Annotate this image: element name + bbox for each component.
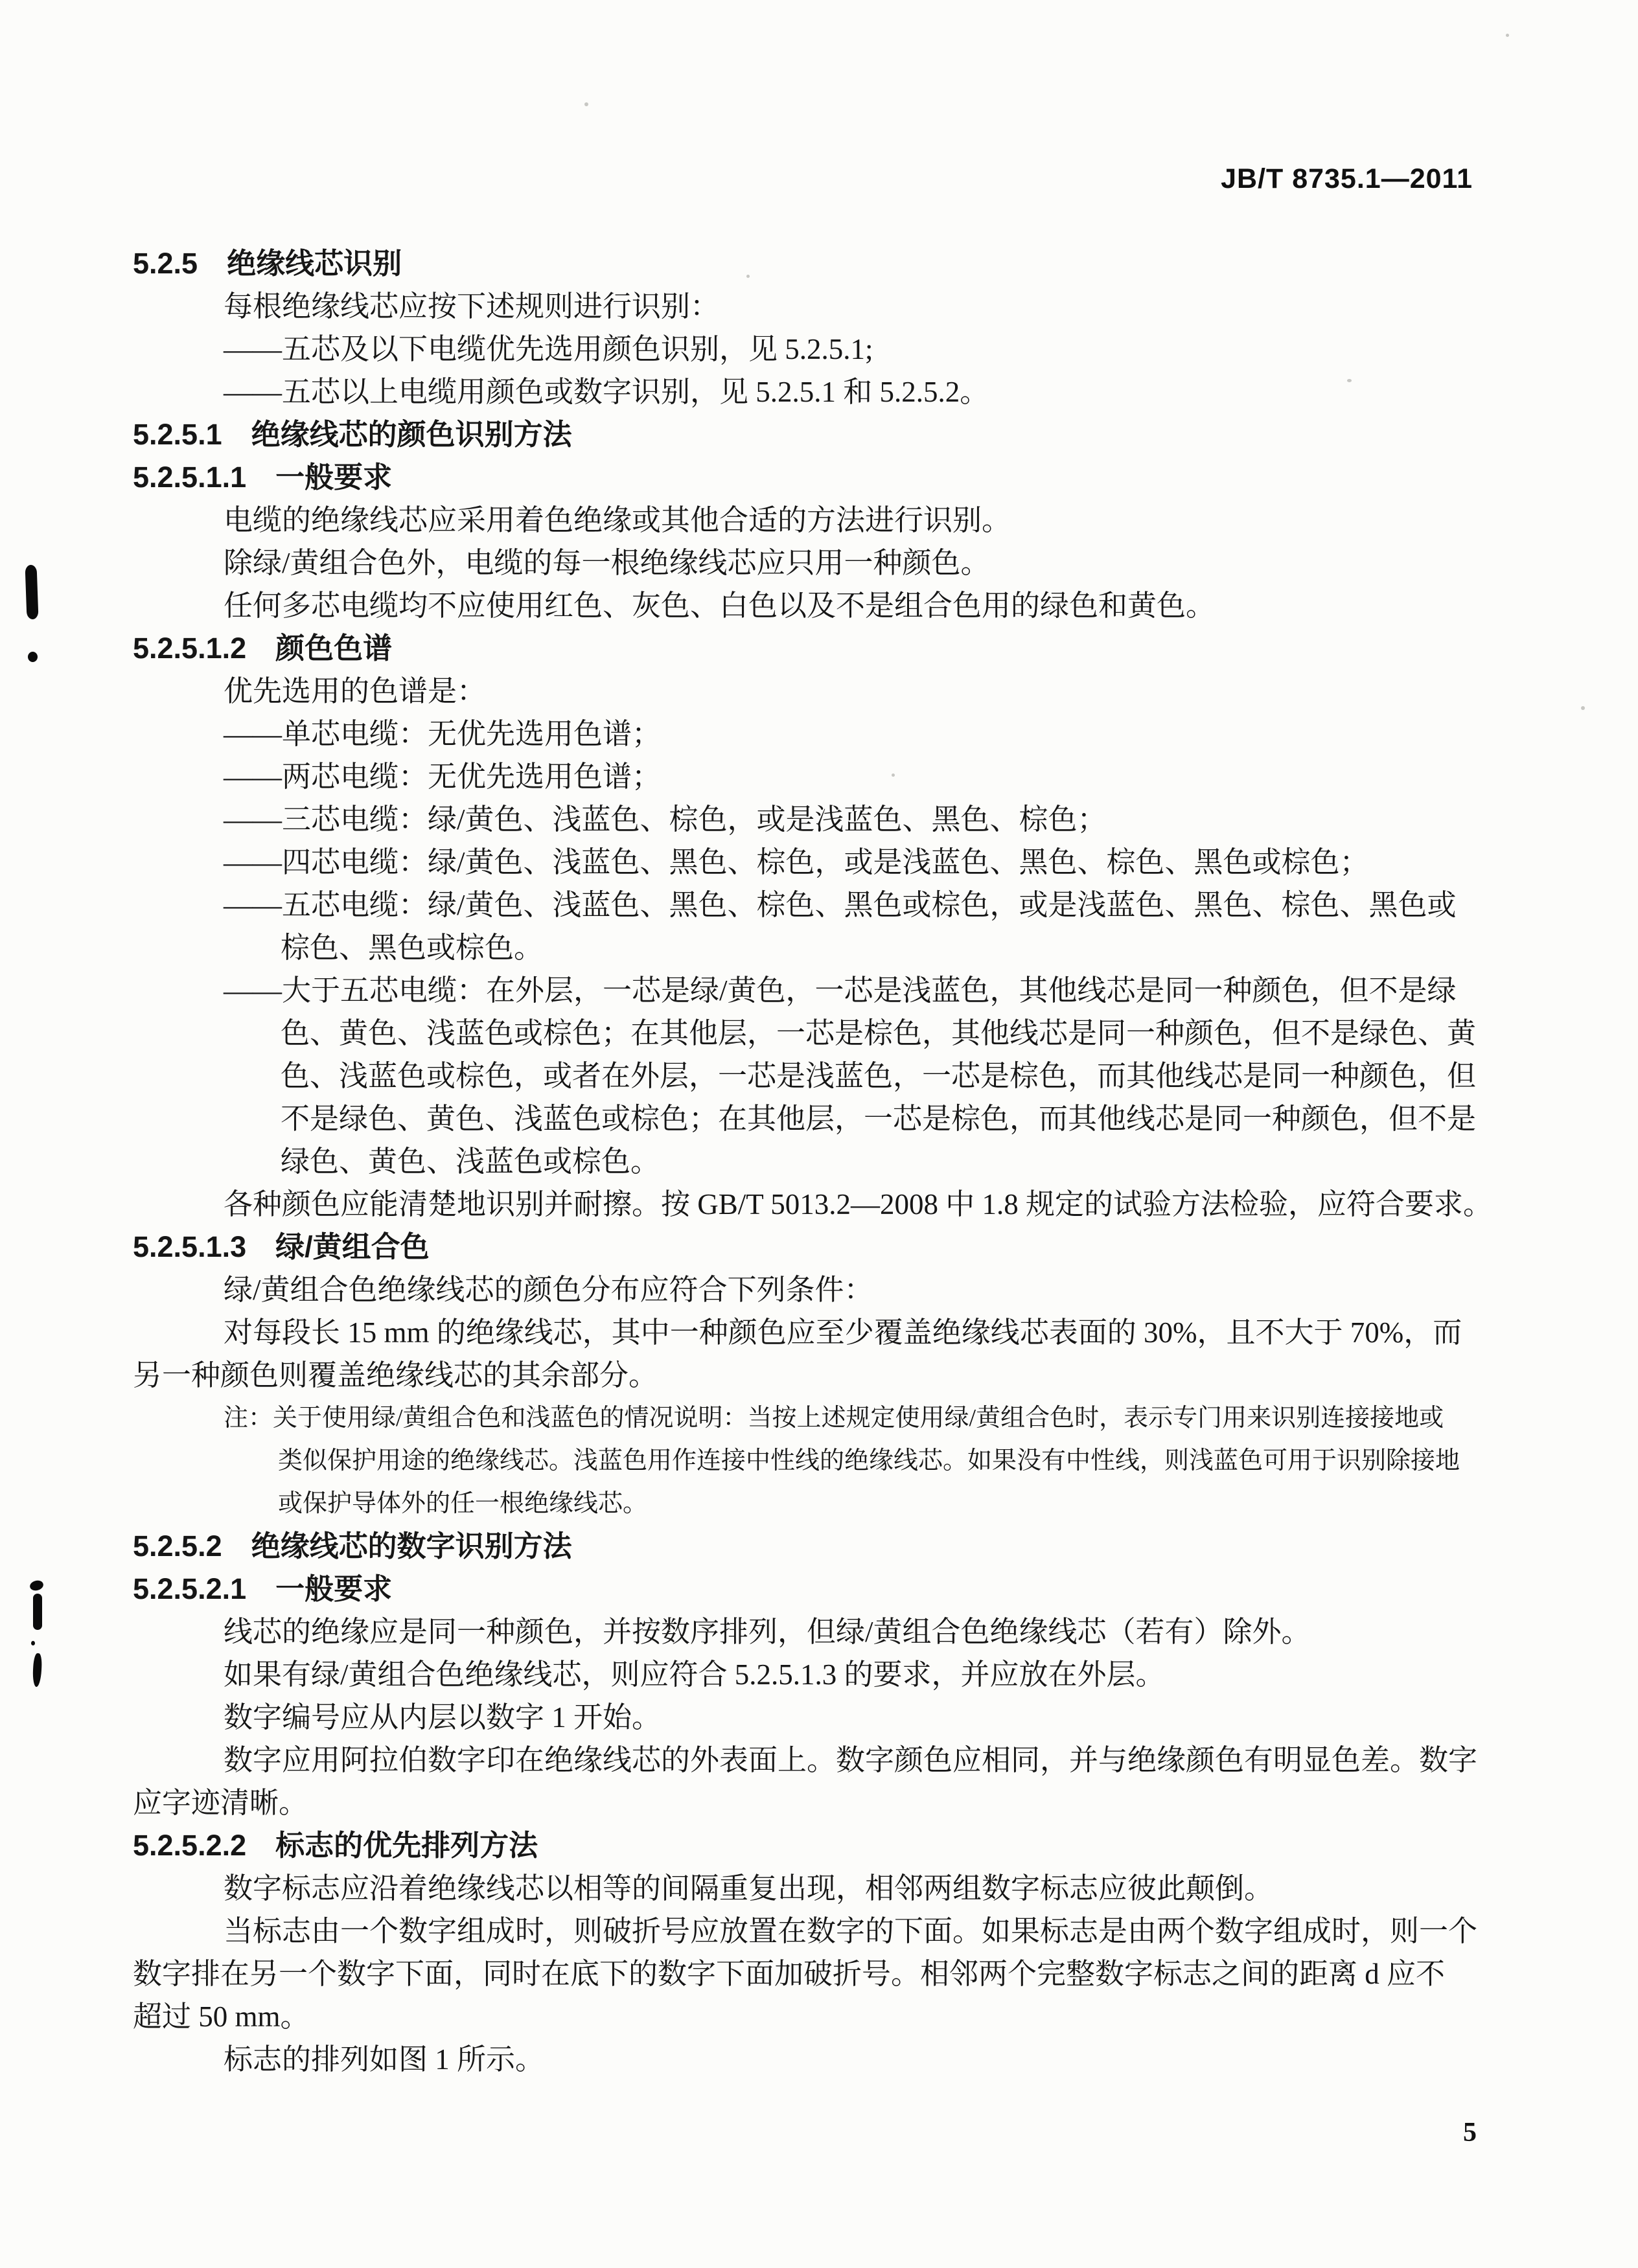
text-line: 绿色、黄色、浅蓝色或棕色。 [281,1145,660,1178]
text-line: 标志的排列如图 1 所示。 [224,2043,545,2076]
text-line: ——三芯电缆：绿/黄色、浅蓝色、棕色，或是浅蓝色、黑色、棕色； [224,803,1107,836]
text-line: 数字编号应从内层以数字 1 开始。 [224,1701,662,1734]
text-line: 棕色、黑色或棕色。 [281,932,544,964]
ink-mark [29,1579,44,1592]
section-heading: 5.2.5.2.2 标志的优先排列方法 [133,1829,538,1862]
text-line: 对每段长 15 mm 的绝缘线芯，其中一种颜色应至少覆盖绝缘线芯表面的 30%，且不大于 70%，而 [224,1316,1462,1349]
scan-speck [746,275,750,278]
section-heading: 5.2.5.2.1 一般要求 [133,1572,393,1605]
text-line: 超过 50 mm。 [133,2000,310,2033]
section-heading: 5.2.5.1.1 一般要求 [133,461,393,494]
text-line: 注：关于使用绿/黄组合色和浅蓝色的情况说明：当按上述规定使用绿/黄组合色时，表示专门用来识别连接接地或 [224,1404,1444,1432]
text-line: 数字排在另一个数字下面，同时在底下的数字下面加破折号。相邻两个完整数字标志之间的距离 d 应不 [133,1958,1446,1990]
text-line: 或保护导体外的任一根绝缘线芯。 [278,1490,648,1517]
text-line: 优先选用的色谱是： [224,675,487,707]
text-line: 数字标志应沿着绝缘线芯以相等的间隔重复出现，相邻两组数字标志应彼此颠倒。 [224,1872,1274,1905]
document-body [133,242,1500,2081]
text-line: 绿/黄组合色绝缘线芯的颜色分布应符合下列条件： [224,1274,873,1306]
text-line: 类似保护用途的绝缘线芯。浅蓝色用作连接中性线的绝缘线芯。如果没有中性线，则浅蓝色可用于识别除接地 [278,1447,1460,1474]
section-heading: 5.2.5.2 绝缘线芯的数字识别方法 [133,1529,572,1563]
text-line: 另一种颜色则覆盖绝缘线芯的其余部分。 [133,1359,658,1392]
text-line: 不是绿色、黄色、浅蓝色或棕色；在其他层，一芯是棕色，而其他线芯是同一种颜色，但不是 [281,1103,1477,1135]
standard-code-header: JB/T 8735.1—2011 [1221,163,1473,194]
scan-speck [1581,706,1585,710]
ink-mark [28,652,38,662]
text-line: 当标志由一个数字组成时，则破折号应放置在数字的下面。如果标志是由两个数字组成时，则一个 [224,1915,1478,1947]
text-line: 各种颜色应能清楚地识别并耐擦。按 GB/T 5013.2—2008 中 1.8 规定的试验方法检验，应符合要求。 [224,1188,1492,1220]
section-heading: 5.2.5.1.2 颜色色谱 [133,632,393,665]
text-line: 每根绝缘线芯应按下述规则进行识别： [224,290,720,323]
text-line: ——单芯电缆：无优先选用色谱； [224,718,662,750]
text-line: ——四芯电缆：绿/黄色、浅蓝色、黑色、棕色，或是浅蓝色、黑色、棕色、黑色或棕色； [224,846,1369,878]
text-line: 色、浅蓝色或棕色，或者在外层，一芯是浅蓝色，一芯是棕色，而其他线芯是同一种颜色，但 [281,1060,1477,1092]
ink-mark [33,1594,42,1630]
text-line: 除绿/黄组合色外，电缆的每一根绝缘线芯应只用一种颜色。 [224,547,990,579]
scan-speck [1347,379,1352,382]
text-line: ——五芯电缆：绿/黄色、浅蓝色、黑色、棕色、黑色或棕色，或是浅蓝色、黑色、棕色、黑色或 [224,889,1457,921]
text-line: ——两芯电缆：无优先选用色谱； [224,761,662,793]
section-heading: 5.2.5.1 绝缘线芯的颜色识别方法 [133,418,572,451]
ink-mark [31,1641,35,1645]
text-line: ——大于五芯电缆：在外层，一芯是绿/黄色，一芯是浅蓝色，其他线芯是同一种颜色，但不是绿 [224,974,1457,1007]
scan-speck [892,773,895,777]
text-line: 电缆的绝缘线芯应采用着色绝缘或其他合适的方法进行识别。 [224,504,1011,536]
scan-speck [584,102,588,106]
text-line: ——五芯以上电缆用颜色或数字识别，见 5.2.5.1 和 5.2.5.2。 [224,376,989,408]
text-line: 数字应用阿拉伯数字印在绝缘线芯的外表面上。数字颜色应相同，并与绝缘颜色有明显色差。数字 [224,1744,1478,1776]
section-heading: 5.2.5 绝缘线芯识别 [133,247,402,280]
text-line: 色、黄色、浅蓝色或棕色；在其他层，一芯是棕色，其他线芯是同一种颜色，但不是绿色、黄 [281,1017,1477,1049]
text-line: 线芯的绝缘应是同一种颜色，并按数序排列，但绿/黄组合色绝缘线芯（若有）除外。 [224,1616,1311,1648]
text-line: 应字迹清晰。 [133,1787,308,1819]
text-line: ——五芯及以下电缆优先选用颜色识别，见 5.2.5.1; [224,333,873,365]
text-line: 如果有绿/黄组合色绝缘线芯，则应符合 5.2.5.1.3 的要求，并应放在外层。 [224,1658,1165,1691]
section-heading: 5.2.5.1.3 绿/黄组合色 [133,1230,430,1263]
text-line: 任何多芯电缆均不应使用红色、灰色、白色以及不是组合色用的绿色和黄色。 [224,590,1216,622]
ink-mark [25,565,39,620]
page-number: 5 [1463,2118,1477,2148]
ink-mark [32,1653,43,1688]
scan-speck [1506,34,1509,37]
